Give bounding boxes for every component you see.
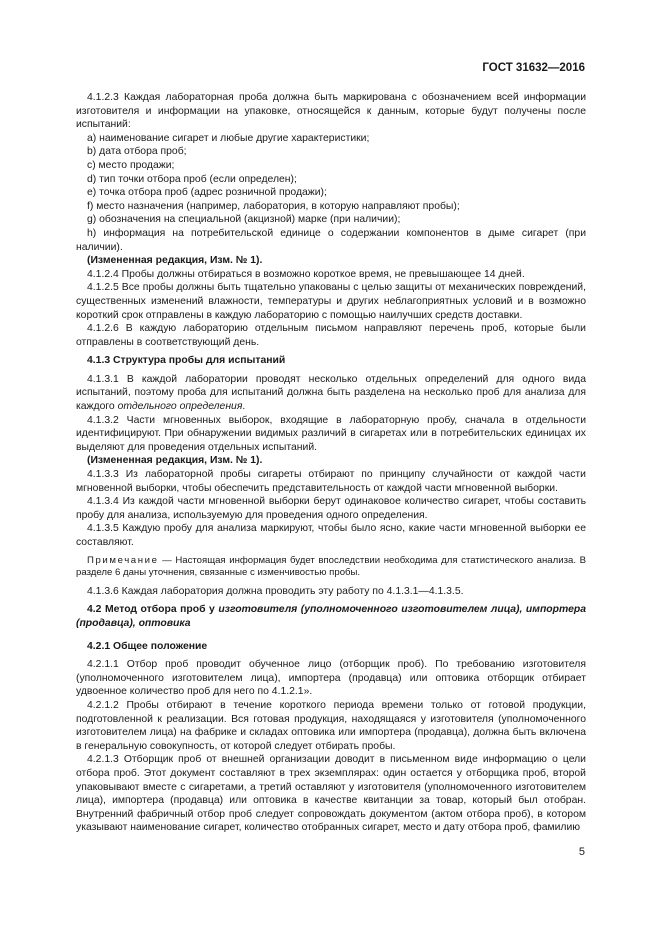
note-text: — Настоящая информация будет впоследствии необходима для статистического анализа. В разделе 6 даны уточнения, связанные с изменчивостью пробы.: [76, 554, 586, 579]
clause-4-1-3-4: 4.1.3.4 Из каждой части мгновенной выборки берут одинаковое количество сигарет, чтобы составить пробу для анализа, используемую для проведения одного определения.: [76, 496, 586, 521]
clause-4-1-3-2: 4.1.3.2 Части мгновенных выборок, входящие в лабораторную пробу, сначала в отдельности идентифицируют. При обнаружении видимых различий в сигаретах или в потребительских единицах их выделяют для проведения отдельных испытаний.: [76, 414, 586, 453]
clause-4-1-3-3: 4.1.3.3 Из лабораторной пробы сигареты отбирают по принципу случайности от каждой части мгновенной выборки, чтобы обеспечить представительность от каждой части мгновенной выборки.: [76, 469, 586, 494]
clause-4-1-3-6: 4.1.3.6 Каждая лаборатория должна проводить эту работу по 4.1.3.1—4.1.3.5.: [87, 585, 464, 597]
list-item: e) точка отбора проб (адрес розничной продажи);: [87, 187, 327, 199]
clause-4-2-1-1: 4.2.1.1 Отбор проб проводит обученное лицо (отборщик проб). По требованию изготовителя (уполномоченного изготовителем лица), импортера (продавца) или оптовика отборщик отбирает удвоенное количество проб для него по 4.1.2.1».: [76, 659, 586, 698]
document-header: ГОСТ 31632—2016: [482, 62, 585, 74]
list-item: f) место назначения (например, лаборатория, в которую направляют пробы);: [87, 200, 460, 212]
section-heading-4-1-3: 4.1.3 Структура пробы для испытаний: [87, 355, 286, 367]
page-body: [76, 91, 586, 835]
clause-4-1-2-6: 4.1.2.6 В каждую лабораторию отдельным письмом направляют перечень проб, которые были отправлены в соответствующий день.: [76, 323, 586, 348]
clause-4-1-2-3: 4.1.2.3 Каждая лабораторная проба должна быть маркирована с обозначением всей информации изготовителя и информации на упаковке, относящейся к данным, которые будут получены после испытаний:: [76, 92, 586, 131]
heading-prefix: 4.2 Метод отбора проб у: [87, 604, 219, 616]
clause-4-2-1-3: 4.2.1.3 Отборщик проб от внешней организации доводит в письменном виде информацию о цели отбора проб. Этот документ составляют в трех экземплярах: один остается у отборщика проб, второй упаковывают вместе с сигаретами, а третий оставляют у изготовителя (уполномоченного изготовителем лица), импортера (продавца) или оптовика в качестве квитанции за товар, который был отобран. Внутренний фабричный отбор проб следует сопровождать документом (актом отбора проб), в котором указывают наименование сигарет, количество отобранных сигарет, место и дату отбора проб, фамилию: [76, 754, 586, 834]
amendment-note: (Измененная редакция, Изм. № 1).: [87, 455, 263, 467]
clause-text: 4.1.3.1 В каждой лаборатории проводят несколько отдельных определений для одного вида испытаний, поэтому проба для испытаний должна быть разделена на несколько проб для анализа для каждого: [76, 373, 586, 413]
page-number: 5: [578, 846, 585, 858]
clause-4-1-3-5: 4.1.3.5 Каждую пробу для анализа маркируют, чтобы было ясно, какие части мгновенной выборки ее составляют.: [76, 523, 586, 548]
clause-4-1-3-1: [76, 373, 586, 414]
note-label: Примечание: [87, 554, 159, 566]
clause-text-end: .: [242, 401, 246, 413]
note: [76, 555, 586, 580]
clause-4-2-1-2: 4.2.1.2 Пробы отбирают в течение короткого периода времени только от готовой продукции, подготовленной к реализации. Вся готовая продукция, находящаяся у изготовителя (уполномоченного изготовителем лица) на фабрике и складах оптовика или импортера (продавца), должна быть включена в генеральную совокупность, от которой следует отбирать пробы.: [76, 699, 586, 752]
heading-italic: изготовителя (уполномоченного изготовителем лица), импортера (продавца), оптовика: [76, 604, 586, 629]
list-item: d) тип точки отбора проб (если определен);: [87, 173, 297, 185]
list-item: a) наименование сигарет и любые другие характеристики;: [87, 132, 370, 144]
list-item: b) дата отбора проб;: [87, 146, 187, 158]
clause-4-1-2-5: 4.1.2.5 Все пробы должны быть тщательно упакованы с целью защиты от механических повреждений, существенных изменений влажности, температуры и других неблагоприятных условий и в возможно короткий срок отправлены в каждую лабораторию с помощью наилучших средств доставки.: [76, 282, 586, 321]
list-item: h) информация на потребительской единице о содержании компонентов в дыме сигарет (при наличии).: [76, 227, 586, 253]
amendment-note: (Измененная редакция, Изм. № 1).: [87, 255, 263, 267]
list-item: c) место продажи;: [87, 159, 175, 171]
list-item: g) обозначения на специальной (акцизной) марке (при наличии);: [87, 214, 401, 226]
clause-italic-term: отдельного определения: [117, 401, 243, 413]
clause-4-1-2-4: 4.1.2.4 Пробы должны отбираться в возможно короткое время, не превышающее 14 дней.: [87, 268, 525, 280]
section-heading-4-2-1: 4.2.1 Общее положение: [87, 640, 208, 652]
section-heading-4-2: [76, 603, 586, 630]
